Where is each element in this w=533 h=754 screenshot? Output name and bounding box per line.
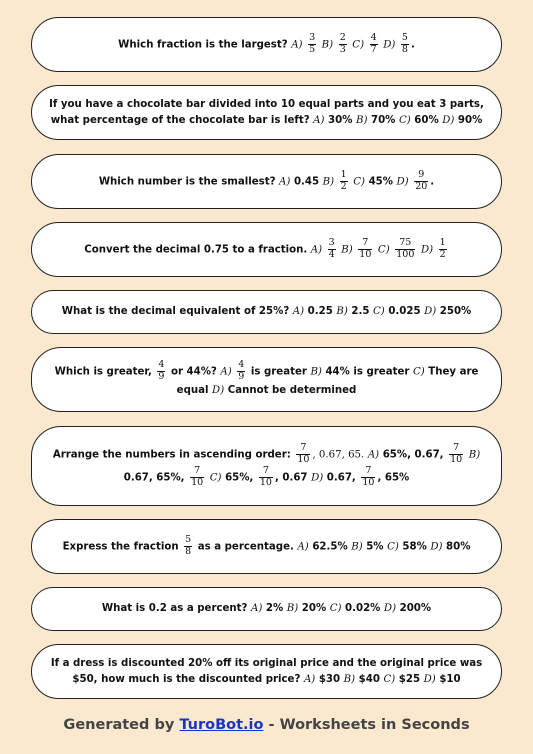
question-card-5	[31, 290, 502, 334]
question-text: Which fraction is the largest? A) $\frac{3}{5}$ B) $\frac{2}{3}$ C) $\frac{4}{7}$ D) $\frac{5}{8}$ .	[118, 32, 415, 55]
question-text: What is the decimal equivalent of 25%? A) 0.25 B) 2.5 C) 0.025 D) 250%	[61, 306, 472, 318]
question-text: If a dress is discounted 20% off its original price and the original price was $50, how much is the discounted price? A) $30 B) $40 C) $25 D) $10	[50, 657, 483, 685]
question-card-8	[31, 519, 502, 574]
question-card-1	[31, 17, 502, 72]
question-text: Which number is the smallest? A) 0.45 B) $\frac{1}{2}$ C) 45% D) $\frac{9}{20}$ .	[98, 169, 435, 192]
turobot-link[interactable]: TuroBot.io	[179, 717, 264, 733]
footer-suffix: - Worksheets in Seconds	[268, 717, 470, 733]
question-card-7	[31, 426, 502, 506]
question-card-6	[31, 347, 502, 412]
footer	[0, 717, 533, 733]
question-text: Convert the decimal 0.75 to a fraction. A) $\frac{3}{4}$ B) $\frac{7}{10}$ C) $\frac{75}{100}$ D) $\frac{1}{2}$	[84, 237, 446, 260]
footer-prefix: Generated by	[63, 717, 175, 733]
question-text: If you have a chocolate bar divided into 10 equal parts and you eat 3 parts, what percentage of the chocolate bar is left? A) 30% B) 70% C) 60% D) 90%	[49, 98, 484, 126]
question-card-3	[31, 154, 502, 209]
question-text: What is 0.2 as a percent? A) 2% B) 20% C) 0.02% D) 200%	[101, 603, 432, 615]
question-text: Arrange the numbers in ascending order: $\frac{7}{10}$ , 0.67, 65. A) 65%, 0.67, $\frac{7}{10}$ B) 0.67, 65%, $\frac{7}{10}$ C) 65%, $\frac{7}{10}$ , 0.67 D) 0.67, $\frac{7}{10}$ , 65%	[52, 442, 481, 488]
question-text: Express the fraction $\frac{5}{8}$ as a percentage. A) 62.5% B) 5% C) 58% D) 80%	[62, 534, 471, 557]
question-card-2	[31, 85, 502, 140]
question-card-4	[31, 222, 502, 277]
question-card-9	[31, 587, 502, 631]
question-card-10	[31, 644, 502, 699]
question-text: Which is greater, $\frac{4}{9}$ or 44%? A) $\frac{4}{9}$ is greater B) 44% is greater C) They are equal D) Cannot be determined	[54, 359, 479, 397]
